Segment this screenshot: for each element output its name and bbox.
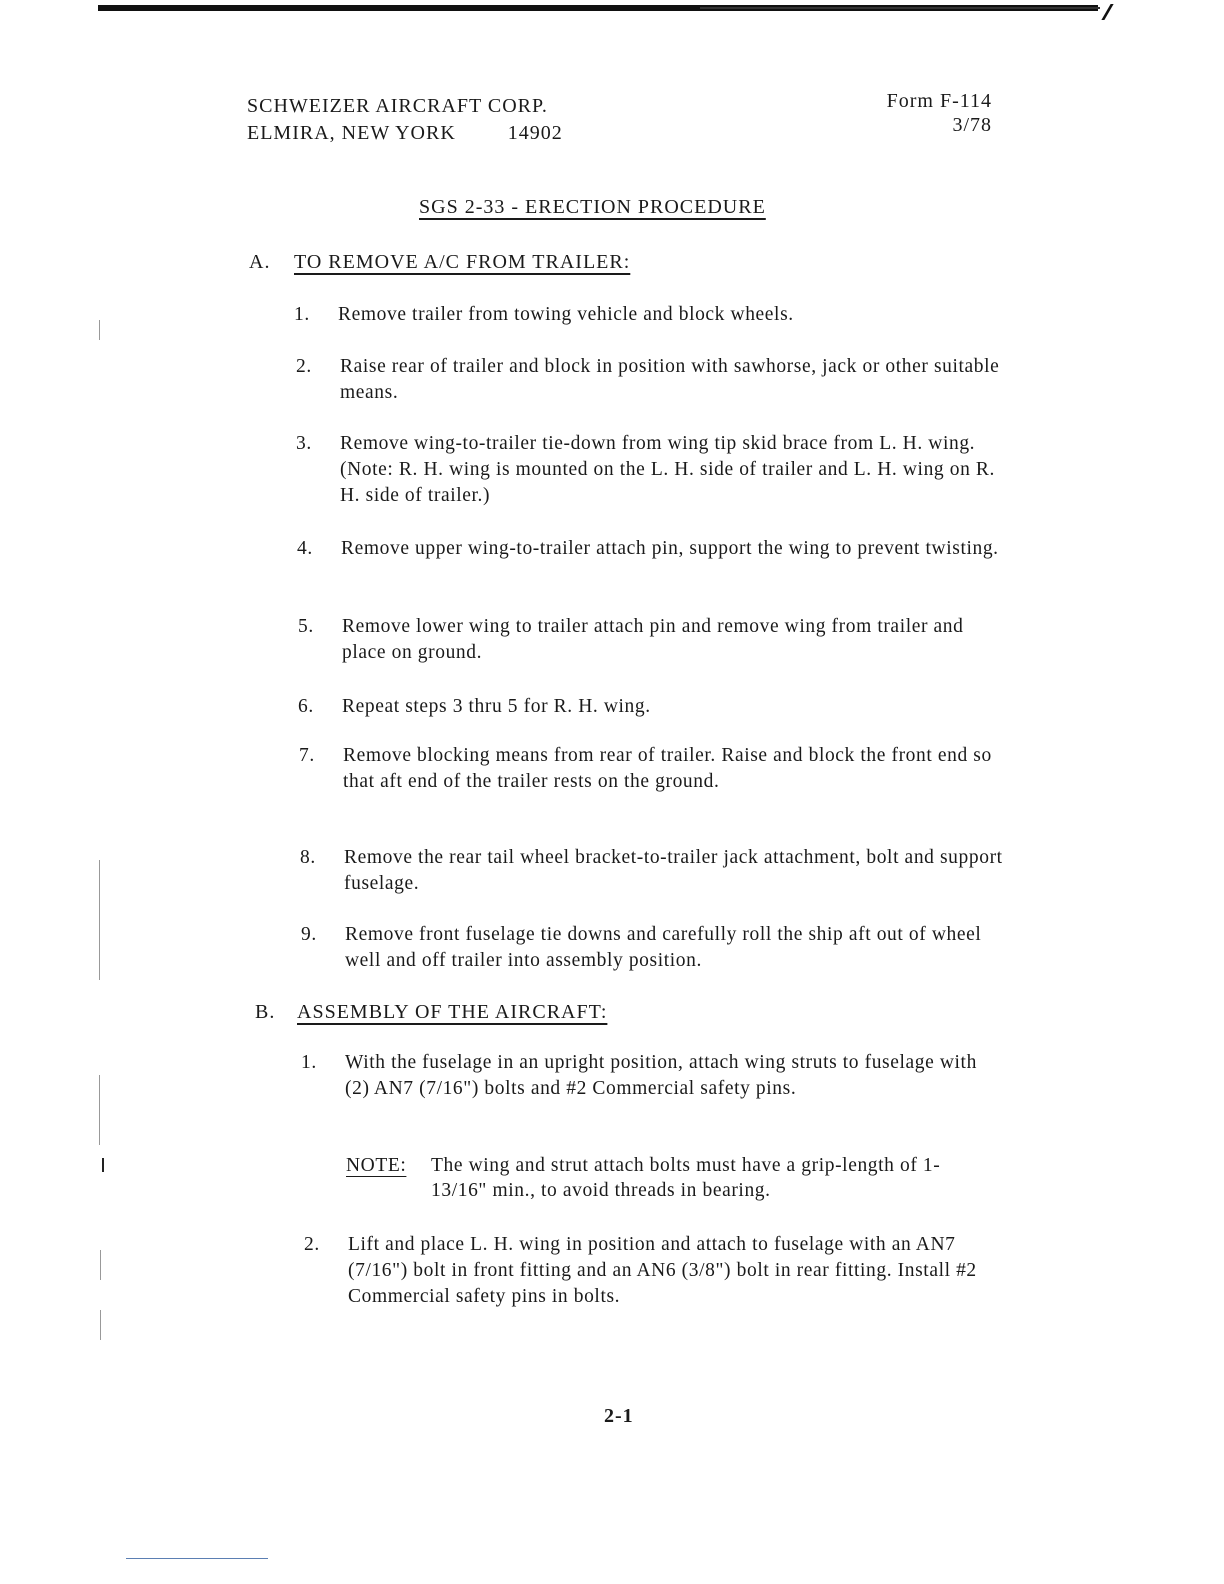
step-text: Remove front fuselage tie downs and carefully roll the ship aft out of wheel well and off trailer into assembly position. (345, 924, 982, 971)
section-title: ASSEMBLY OF THE AIRCRAFT: (297, 1001, 608, 1023)
step-number: 7. (299, 745, 315, 766)
step-number: 1. (294, 304, 310, 325)
company-city (247, 120, 563, 147)
step-text: Raise rear of trailer and block in position with sawhorse, jack or other suitable means. (340, 356, 1000, 403)
step-text: Remove trailer from towing vehicle and block wheels. (338, 304, 794, 325)
step-number: 8. (300, 847, 316, 868)
step-text: Remove the rear tail wheel bracket-to-trailer jack attachment, bolt and support fuselage. (344, 847, 1003, 894)
form-number: Form F-114 (886, 90, 992, 112)
margin-mark (100, 1310, 101, 1340)
step-number: 2. (296, 356, 312, 377)
section-title: TO REMOVE A/C FROM TRAILER: (294, 251, 631, 273)
step-text: Remove upper wing-to-trailer attach pin, support the wing to prevent twisting. (341, 538, 999, 559)
margin-mark (100, 1250, 101, 1280)
company-city-text: ELMIRA, NEW YORK (247, 122, 456, 144)
page-number: 2-1 (604, 1405, 634, 1427)
step-number: 9. (301, 924, 317, 945)
step-number: 6. (298, 696, 314, 717)
margin-mark (99, 860, 100, 980)
form-info (868, 89, 992, 137)
note-label: NOTE: (346, 1155, 407, 1176)
section-letter: A. (249, 251, 271, 273)
footer-line (126, 1558, 268, 1559)
step-number: 1. (301, 1052, 317, 1073)
company-zip: 14902 (507, 122, 563, 144)
step-text: Lift and place L. H. wing in position and attach to fuselage with an AN7 (7/16") bolt in front fitting and an AN6 (3/8") bolt in rear fitting. Install #2 Commercial safety pins in bolts. (348, 1234, 977, 1307)
step-text: Remove wing-to-trailer tie-down from wing tip skid brace from L. H. wing. (Note: R. H. wing is mounted on the L. H. side of trailer and L. H. wing on R. H. side of trailer.) (340, 433, 996, 506)
company-address (247, 93, 563, 147)
step-text: With the fuselage in an upright position, attach wing struts to fuselage with (2) AN7 (7/16") bolts and #2 Commercial safety pins. (345, 1052, 977, 1099)
note-text: The wing and strut attach bolts must have a grip-length of 1-13/16" min., to avoid threads in bearing. (431, 1155, 941, 1201)
section-letter: B. (255, 1001, 276, 1023)
step-number: 2. (304, 1234, 320, 1255)
margin-mark (102, 1158, 104, 1172)
company-name: SCHWEIZER AIRCRAFT CORP. (247, 95, 548, 117)
margin-mark (99, 320, 100, 340)
step-number: 5. (298, 616, 314, 637)
document-title: SGS 2-33 - ERECTION PROCEDURE (419, 196, 766, 218)
step-number: 3. (296, 433, 312, 454)
step-text: Repeat steps 3 thru 5 for R. H. wing. (342, 696, 651, 717)
step-number: 4. (297, 538, 313, 559)
form-date: 3/78 (952, 114, 992, 136)
step-text: Remove lower wing to trailer attach pin and remove wing from trailer and place on ground. (342, 616, 964, 663)
step-text: Remove blocking means from rear of trailer. Raise and block the front end so that aft end of the trailer rests on the ground. (343, 745, 992, 792)
top-border-rule-thin (700, 7, 1100, 9)
margin-mark (99, 1075, 100, 1145)
